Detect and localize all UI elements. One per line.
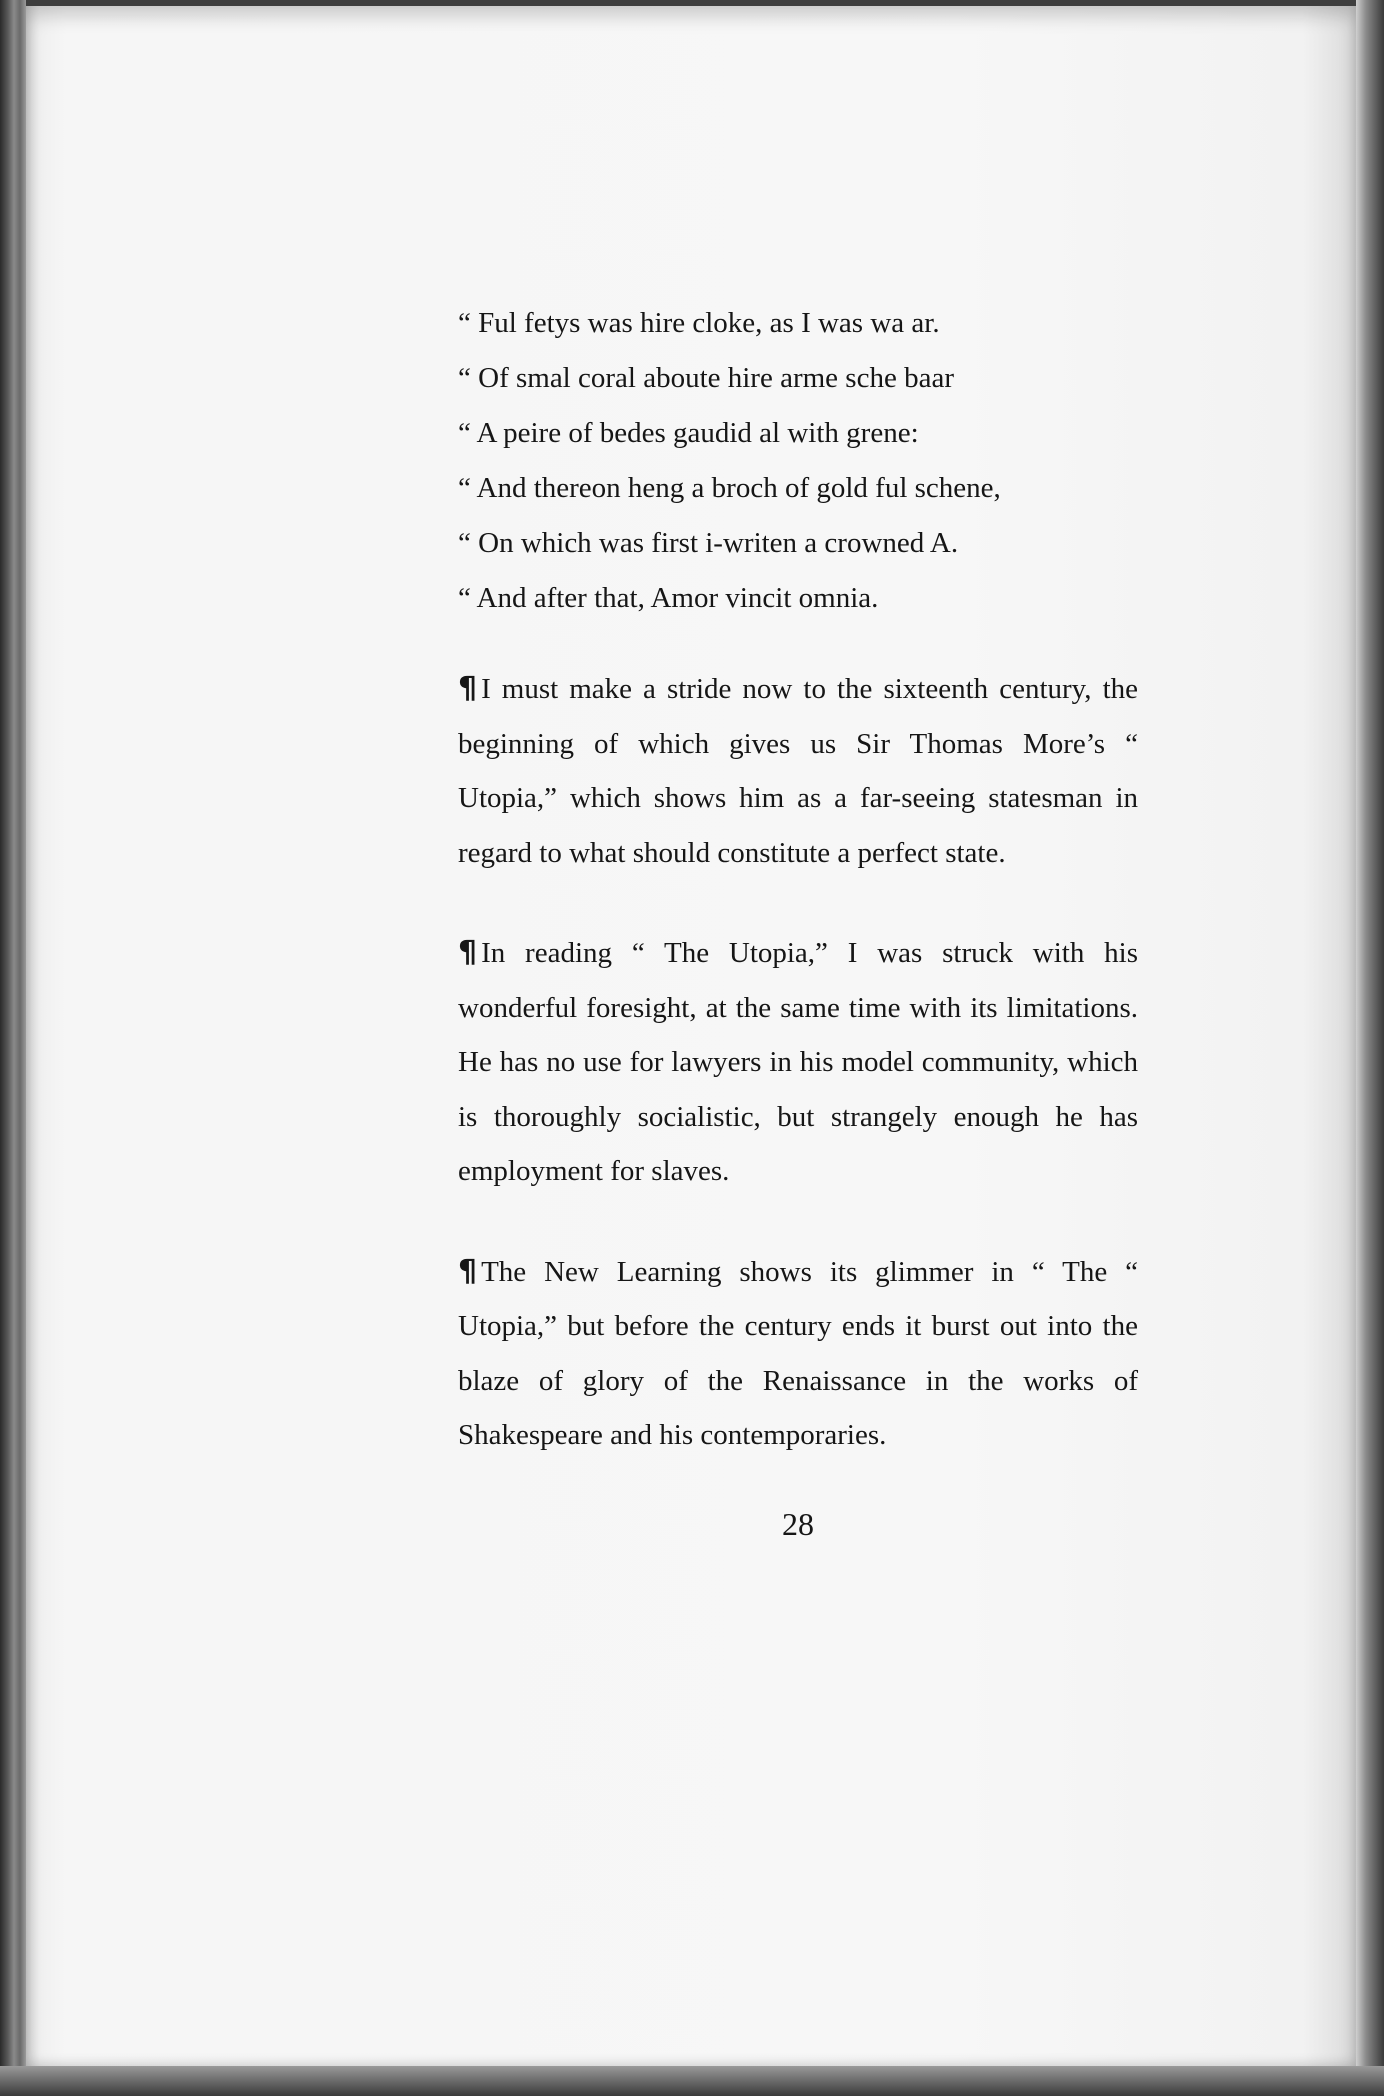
verse-line: “ Ful fetys was hire cloke, as I was wa ar. bbox=[458, 307, 940, 339]
paragraph-text: I must make a stride now to the sixteenth century, the beginning of which gives us Sir Thomas More’s “ Utopia,” which shows him as a far-seeing statesman in regard to what should constitute a perfect state. bbox=[458, 673, 1138, 869]
paragraph-text: The New Learning shows its glimmer in “ The “ Utopia,” but before the century ends it burst out into the blaze of glory of the Renaissance in the works of Shakespeare and his contemporaries. bbox=[458, 1255, 1138, 1451]
page-number: 28 bbox=[782, 1506, 814, 1542]
page-paper bbox=[26, 6, 1356, 2068]
pilcrow-icon: ¶ bbox=[458, 671, 478, 706]
page-binding-edge bbox=[0, 0, 26, 2096]
page-text-block bbox=[458, 296, 1138, 1542]
paragraph-new-learning bbox=[458, 1245, 1138, 1463]
verse-line: “ A peire of bedes gaudid al with grene: bbox=[458, 417, 919, 449]
page-bottom-edge bbox=[0, 2066, 1384, 2096]
verse-line: “ Of smal coral aboute hire arme sche baar bbox=[458, 362, 954, 394]
paragraph-reading-utopia bbox=[458, 926, 1138, 1199]
paragraph-text: In reading “ The Utopia,” I was struck with his wonderful foresight, at the same time with its limitations. He has no use for lawyers in his model community, which is thoroughly socialistic, but strangely enough he has employment for slaves. bbox=[458, 937, 1138, 1187]
pilcrow-icon: ¶ bbox=[458, 1253, 478, 1289]
verse-line: “ And after that, Amor vincit omnia. bbox=[458, 582, 879, 614]
verse-line: “ On which was first i-writen a crowned A. bbox=[458, 527, 959, 559]
pilcrow-icon: ¶ bbox=[458, 935, 478, 970]
verse-quotation bbox=[458, 296, 1138, 626]
verse-line: “ And thereon heng a broch of gold ful schene, bbox=[458, 472, 1001, 504]
page-right-edge bbox=[1356, 0, 1384, 2096]
paragraph-sixteenth-century bbox=[458, 662, 1138, 880]
